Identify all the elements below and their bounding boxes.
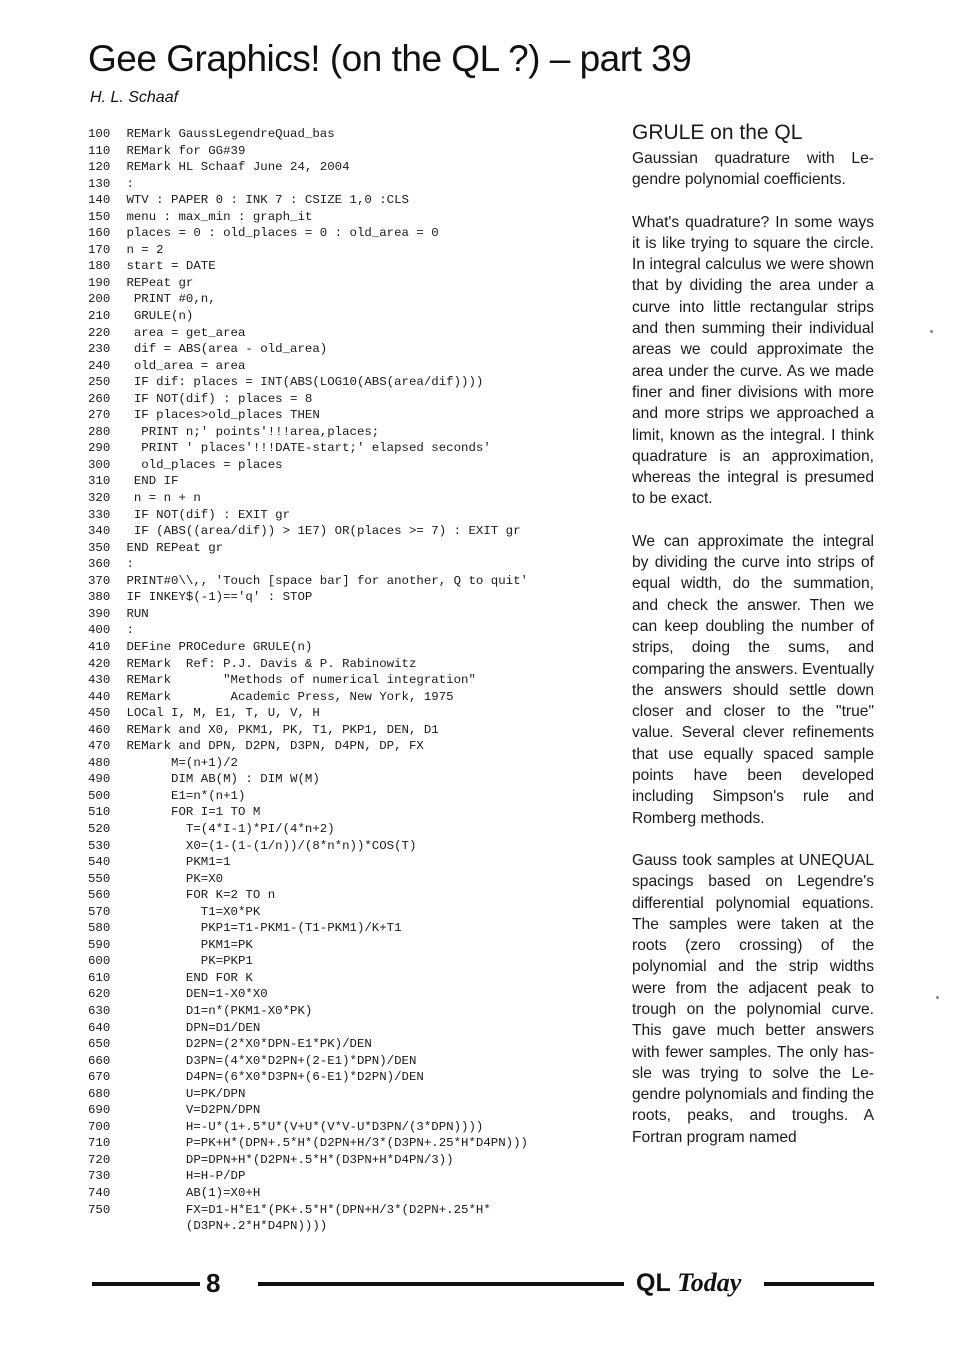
footer-rule-left	[92, 1282, 200, 1286]
code-text: :	[126, 176, 134, 191]
code-text: PKM1=1	[126, 855, 231, 870]
line-number: 110	[88, 143, 111, 158]
code-text: PRINT n;' points'!!!area,places;	[126, 424, 380, 439]
code-line	[88, 490, 598, 507]
code-text: RUN	[126, 606, 149, 621]
code-line	[88, 556, 598, 573]
line-number: 210	[88, 309, 111, 324]
line-number: 620	[88, 987, 111, 1002]
code-line	[88, 1102, 598, 1119]
code-line	[88, 904, 598, 921]
code-line	[88, 1036, 598, 1053]
line-number: 430	[88, 673, 111, 688]
page-number: 8	[206, 1268, 221, 1298]
code-line	[88, 1053, 598, 1070]
code-text: REPeat gr	[126, 275, 194, 290]
code-line	[88, 159, 598, 176]
code-text: D3PN=(4*X0*D2PN+(2-E1)*DPN)/DEN	[126, 1053, 417, 1068]
line-number: 600	[88, 954, 111, 969]
code-text: FX=D1-H*E1*(PK+.5*H*(DPN+H/3*(D2PN+.25*H*	[126, 1202, 491, 1217]
line-number: 340	[88, 524, 111, 539]
code-line	[88, 341, 598, 358]
code-line	[88, 1069, 598, 1086]
code-text: DIM AB(M) : DIM W(M)	[126, 772, 320, 787]
line-number: 640	[88, 1020, 111, 1035]
line-number: 510	[88, 805, 111, 820]
code-text: places = 0 : old_places = 0 : old_area = 0	[126, 226, 439, 241]
line-number: 310	[88, 474, 111, 489]
code-line	[88, 143, 598, 160]
scan-speck	[936, 996, 939, 999]
code-line	[88, 656, 598, 673]
code-text: M=(n+1)/2	[126, 755, 238, 770]
code-line	[88, 275, 598, 292]
line-number: 530	[88, 838, 111, 853]
code-text: old_area = area	[126, 358, 246, 373]
code-text: area = get_area	[126, 325, 246, 340]
code-text: PKM1=PK	[126, 937, 253, 952]
code-text: P=PK+H*(DPN+.5*H*(D2PN+H/3*(D3PN+.25*H*D4PN)))	[126, 1136, 528, 1151]
line-number: 750	[88, 1202, 111, 1217]
code-line	[88, 672, 598, 689]
code-text: END FOR K	[126, 970, 253, 985]
line-number: 350	[88, 540, 111, 555]
code-line	[88, 440, 598, 457]
line-number: 650	[88, 1037, 111, 1052]
code-text: PKP1=T1-PKM1-(T1-PKM1)/K+T1	[126, 921, 402, 936]
line-number: 440	[88, 689, 111, 704]
line-number: 380	[88, 590, 111, 605]
code-line	[88, 424, 598, 441]
code-text: V=D2PN/DPN	[126, 1103, 261, 1118]
code-text: IF places>old_places THEN	[126, 408, 320, 423]
code-line	[88, 176, 598, 193]
code-line	[88, 755, 598, 772]
line-number: 250	[88, 375, 111, 390]
code-text: IF (ABS((area/dif)) > 1E7) OR(places >= 7) : EXIT gr	[126, 524, 521, 539]
code-text: start = DATE	[126, 259, 216, 274]
line-number: 150	[88, 209, 111, 224]
line-number: 540	[88, 855, 111, 870]
journal-logo-ql: QL	[636, 1269, 671, 1297]
code-line	[88, 689, 598, 706]
code-text: PRINT ' places'!!!DATE-start;' elapsed seconds'	[126, 441, 491, 456]
line-number: 190	[88, 275, 111, 290]
code-text: IF NOT(dif) : EXIT gr	[126, 507, 291, 522]
journal-logo	[636, 1268, 741, 1298]
line-number: 300	[88, 457, 111, 472]
code-line	[88, 937, 598, 954]
line-number: 180	[88, 259, 111, 274]
line-number: 740	[88, 1186, 111, 1200]
code-line	[88, 821, 598, 838]
line-number: 690	[88, 1103, 111, 1118]
line-number: 260	[88, 391, 111, 406]
sidebar-paragraph: We can approximate the integral by dividing the curve into strips of equal width, do the summation, and check the answer. Then we can keep doubling the number of strips, doing the sums, and comparing the answers. Eventually the answers should settle down closer and closer to the "true" value. Several clever refinements that use equally spaced sample points have been developed including Simpson's rule and Romberg methods.	[632, 532, 874, 827]
line-number: 230	[88, 342, 111, 357]
code-text: AB(1)=X0+H	[126, 1186, 261, 1200]
code-text: REMark GaussLegendreQuad_bas	[126, 127, 335, 141]
code-line	[88, 1003, 598, 1020]
journal-logo-today: Today	[677, 1268, 742, 1297]
code-text: (D3PN+.2*H*D4PN))))	[126, 1219, 328, 1234]
line-number: 290	[88, 441, 111, 456]
article-title: Gee Graphics! (on the QL ?) – part 39	[88, 38, 692, 79]
code-text: X0=(1-(1-(1/n))/(8*n*n))*COS(T)	[126, 838, 417, 853]
code-text: menu : max_min : graph_it	[126, 209, 313, 224]
article-author: H. L. Schaaf	[90, 89, 179, 106]
code-line	[88, 738, 598, 755]
code-line	[88, 209, 598, 226]
line-number: 320	[88, 491, 111, 506]
code-line	[88, 507, 598, 524]
line-number: 610	[88, 970, 111, 985]
code-line	[88, 473, 598, 490]
code-text: :	[126, 557, 134, 572]
line-number: 670	[88, 1070, 111, 1085]
line-number: 270	[88, 408, 111, 423]
code-text: REMark and X0, PKM1, PK, T1, PKP1, DEN, D1	[126, 722, 439, 737]
line-number: 400	[88, 623, 111, 638]
code-line	[88, 1119, 598, 1136]
code-line	[88, 854, 598, 871]
code-text: IF dif: places = INT(ABS(LOG10(ABS(area/dif))))	[126, 375, 484, 390]
line-number: 680	[88, 1086, 111, 1101]
line-number: 460	[88, 722, 111, 737]
code-line	[88, 1168, 598, 1185]
code-text: REMark and DPN, D2PN, D3PN, D4PN, DP, FX	[126, 739, 424, 754]
code-line	[88, 705, 598, 722]
code-listing	[88, 126, 598, 1235]
line-number: 630	[88, 1003, 111, 1018]
code-line	[88, 126, 598, 143]
code-text: DP=DPN+H*(D2PN+.5*H*(D3PN+H*D4PN/3))	[126, 1152, 454, 1167]
code-text: IF NOT(dif) : places = 8	[126, 391, 313, 406]
code-line	[88, 407, 598, 424]
line-number: 360	[88, 557, 111, 572]
code-text: GRULE(n)	[126, 309, 194, 324]
code-line	[88, 953, 598, 970]
line-number: 280	[88, 424, 111, 439]
code-text: T=(4*I-1)*PI/(4*n+2)	[126, 821, 335, 836]
code-line	[88, 308, 598, 325]
line-number: 390	[88, 606, 111, 621]
line-number: 170	[88, 242, 111, 257]
code-text: END REPeat gr	[126, 540, 224, 555]
line-number: 480	[88, 755, 111, 770]
sidebar-subheading: Gaussian quadrature with Legendre polynomial coefficients.	[632, 150, 874, 189]
code-line	[88, 374, 598, 391]
code-text: PRINT #0,n,	[126, 292, 216, 307]
code-line	[88, 920, 598, 937]
code-text: REMark Academic Press, New York, 1975	[126, 689, 454, 704]
line-number: 470	[88, 739, 111, 754]
code-text: T1=X0*PK	[126, 904, 261, 919]
code-text: :	[126, 623, 134, 638]
code-text: LOCal I, M, E1, T, U, V, H	[126, 706, 320, 721]
code-line	[88, 573, 598, 590]
sidebar-paragraph: What's quadrature? In some ways it is like trying to square the circle. In integral calculus we were shown that by dividing the area under a curve into little rectangular strips and then summing their individual areas we could approximate the area under the curve. As we made finer and finer divisions with more and more strips we approached a limit, known as the integral. I think quadrature is an approximation, whereas the integral is presumed to be exact.	[632, 213, 874, 508]
code-text: FOR K=2 TO n	[126, 888, 276, 903]
code-text: dif = ABS(area - old_area)	[126, 342, 328, 357]
line-number: 240	[88, 358, 111, 373]
line-number: 490	[88, 772, 111, 787]
code-line	[88, 1020, 598, 1037]
line-number: 450	[88, 706, 111, 721]
code-text: H=H-P/DP	[126, 1169, 246, 1184]
code-line	[88, 391, 598, 408]
line-number: 200	[88, 292, 111, 307]
code-line	[88, 722, 598, 739]
code-line	[88, 838, 598, 855]
code-text: REMark HL Schaaf June 24, 2004	[126, 160, 350, 175]
code-text: REMark for GG#39	[126, 143, 246, 158]
code-line	[88, 622, 598, 639]
code-line	[88, 523, 598, 540]
code-line	[88, 871, 598, 888]
line-number: 500	[88, 788, 111, 803]
code-text: DPN=D1/DEN	[126, 1020, 261, 1035]
line-number: 710	[88, 1136, 111, 1151]
code-text: D2PN=(2*X0*DPN-E1*PK)/DEN	[126, 1037, 372, 1052]
code-text: old_places = places	[126, 457, 283, 472]
code-line	[88, 242, 598, 259]
line-number: 370	[88, 573, 111, 588]
code-text: FOR I=1 TO M	[126, 805, 261, 820]
footer-rule-middle	[258, 1282, 624, 1286]
code-text: WTV : PAPER 0 : INK 7 : CSIZE 1,0 :CLS	[126, 193, 409, 208]
line-number: 580	[88, 921, 111, 936]
sidebar-paragraph: Gauss took samples at UNEQUAL spacings based on Legendre's differential polynomial equations. The samples were taken at the roots (zero crossing) of the polynomial and the strip widths were from the adjacent peak to trough on the polynomial curve. This gave much better answers with fewer samples. The only hassle was trying to solve the Legendre polynomials and finding the roots, peaks, and troughs. A Fortran program named	[632, 851, 874, 1146]
code-line	[88, 1135, 598, 1152]
line-number: 590	[88, 937, 111, 952]
code-text: D1=n*(PKM1-X0*PK)	[126, 1003, 313, 1018]
line-number: 730	[88, 1169, 111, 1184]
footer-rule-right	[764, 1282, 874, 1286]
line-number: 120	[88, 160, 111, 175]
code-line	[88, 1202, 598, 1219]
code-text: n = 2	[126, 242, 164, 257]
line-number: 560	[88, 888, 111, 903]
line-number: 420	[88, 656, 111, 671]
line-number: 520	[88, 821, 111, 836]
code-text: IF INKEY$(-1)=='q' : STOP	[126, 590, 313, 605]
code-line	[88, 606, 598, 623]
code-line	[88, 1152, 598, 1169]
code-text: END IF	[126, 474, 179, 489]
line-number: 220	[88, 325, 111, 340]
code-text: DEN=1-X0*X0	[126, 987, 268, 1002]
code-text: REMark "Methods of numerical integration"	[126, 673, 476, 688]
code-line	[88, 540, 598, 557]
code-text: E1=n*(n+1)	[126, 788, 246, 803]
sidebar-heading: GRULE on the QL	[632, 121, 803, 144]
line-number: 160	[88, 226, 111, 241]
code-text: H=-U*(1+.5*U*(V+U*(V*V-U*D3PN/(3*DPN))))	[126, 1119, 484, 1134]
code-text: D4PN=(6*X0*D3PN+(6-E1)*D2PN)/DEN	[126, 1070, 424, 1085]
code-text: PK=PKP1	[126, 954, 253, 969]
line-number: 720	[88, 1152, 111, 1167]
line-number: 100	[88, 127, 111, 141]
code-text: REMark Ref: P.J. Davis & P. Rabinowitz	[126, 656, 417, 671]
code-line	[88, 887, 598, 904]
code-line	[88, 804, 598, 821]
code-line	[88, 970, 598, 987]
code-line	[88, 291, 598, 308]
code-line	[88, 771, 598, 788]
code-text: PRINT#0\\,, 'Touch [space bar] for another, Q to quit'	[126, 573, 528, 588]
code-line	[88, 986, 598, 1003]
code-line	[88, 225, 598, 242]
line-number: 140	[88, 193, 111, 208]
code-line	[88, 192, 598, 209]
line-number: 660	[88, 1053, 111, 1068]
code-text: n = n + n	[126, 491, 201, 506]
line-number: 130	[88, 176, 111, 191]
code-line	[88, 589, 598, 606]
line-number: 700	[88, 1119, 111, 1134]
code-line	[88, 457, 598, 474]
code-line	[88, 258, 598, 275]
code-text: DEFine PROCedure GRULE(n)	[126, 639, 313, 654]
code-line	[88, 1086, 598, 1103]
line-number: 410	[88, 639, 111, 654]
line-number: 550	[88, 871, 111, 886]
code-line	[88, 1218, 598, 1235]
code-line	[88, 325, 598, 342]
line-number: 330	[88, 507, 111, 522]
sidebar-column	[632, 120, 874, 1148]
code-line	[88, 358, 598, 375]
line-number: 570	[88, 904, 111, 919]
code-line	[88, 1185, 598, 1202]
code-line	[88, 788, 598, 805]
scan-speck	[930, 330, 933, 333]
code-line	[88, 639, 598, 656]
code-text: U=PK/DPN	[126, 1086, 246, 1101]
code-text: PK=X0	[126, 871, 224, 886]
